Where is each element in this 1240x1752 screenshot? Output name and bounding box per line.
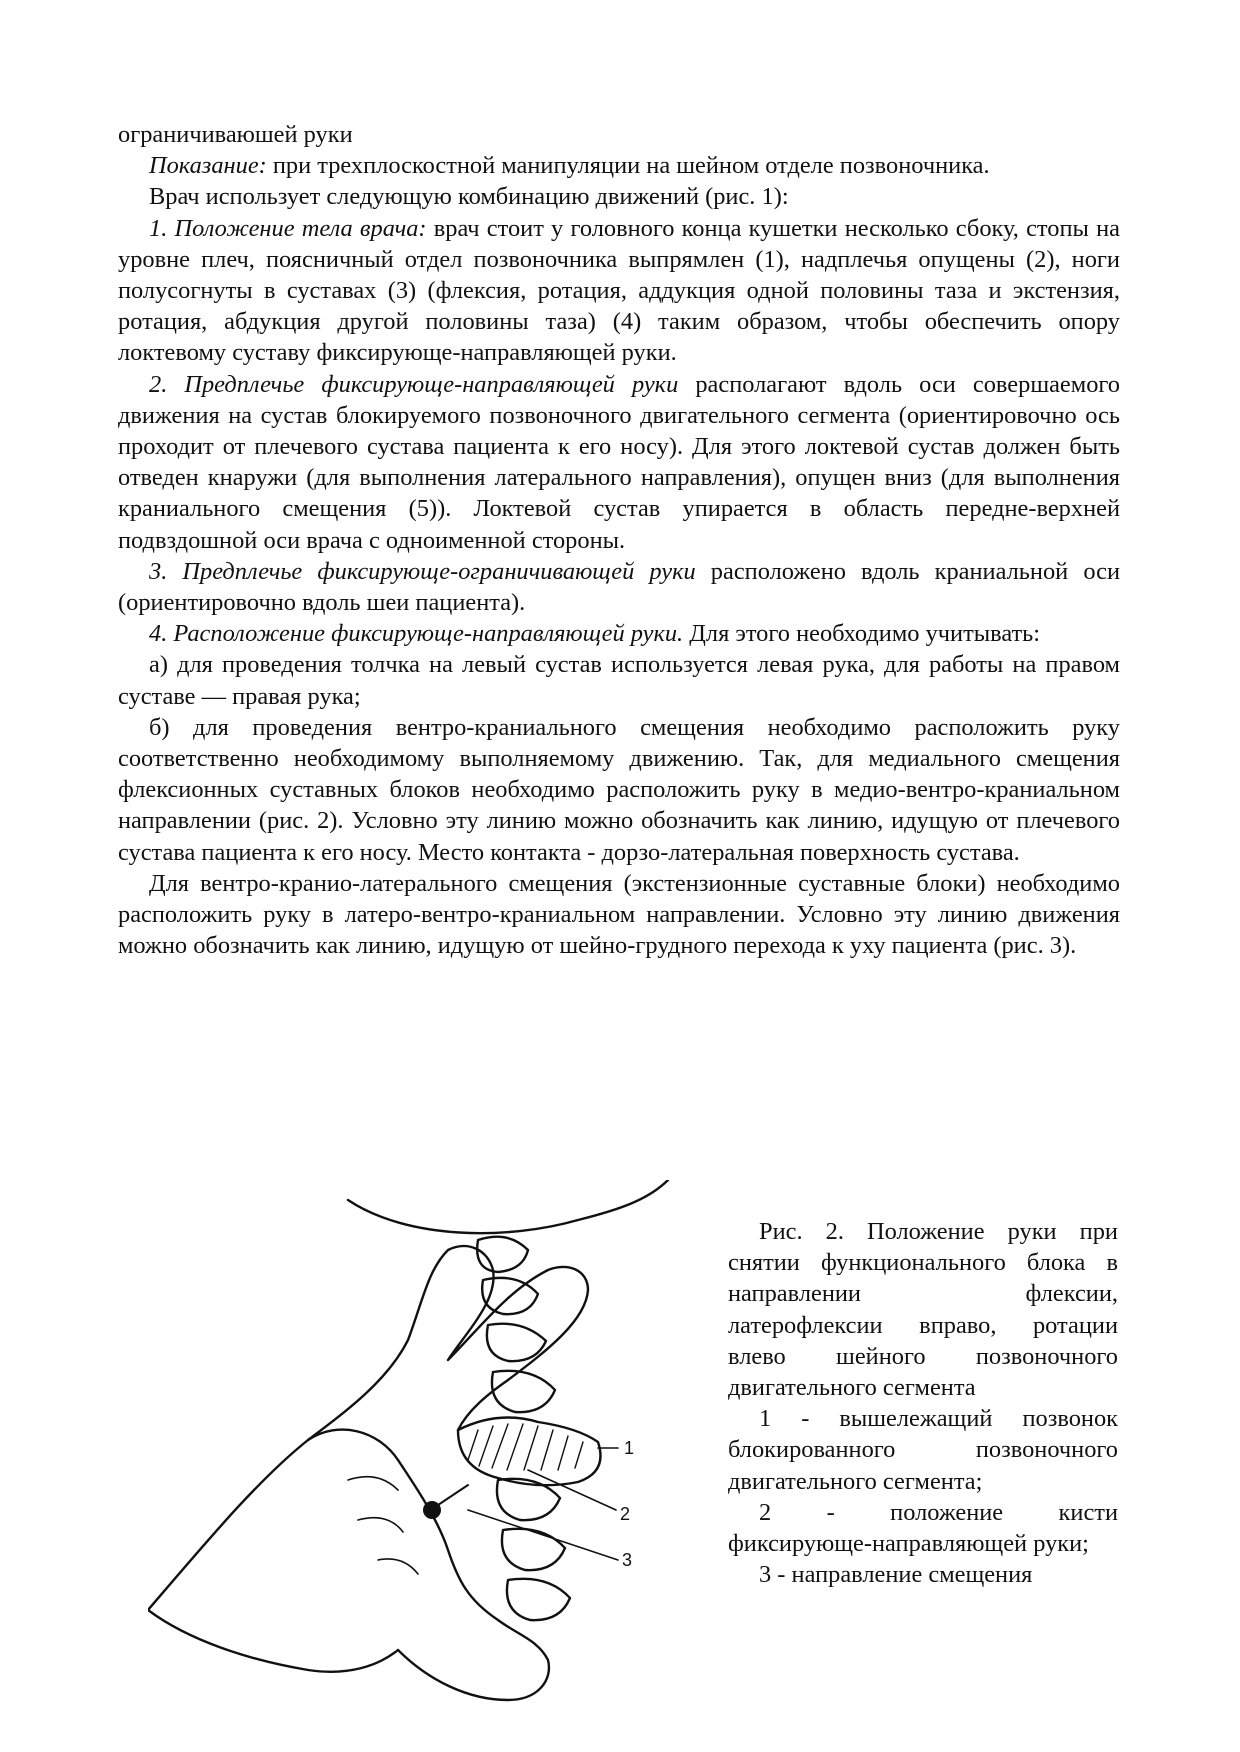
- indication-label: Показание:: [149, 152, 267, 180]
- paragraph-extension: Для вентро-кранио-латерального смещения (экстензионные суставные блоки) необходимо расположить руку в латеро-вентро-краниальном направлении. Условно эту линию движения можно обозначить как линию, идущую от шейно-грудного перехода к уху пациента (рис. 3).: [118, 869, 1120, 960]
- paragraph-item-a: а) для проведения толчка на левый сустав используется левая рука, для работы на правом суставе — правая рука;: [118, 651, 1120, 710]
- contact-point: [423, 1501, 441, 1519]
- leader-line-2: [528, 1470, 616, 1510]
- vertebra-outline: [507, 1579, 570, 1620]
- paragraph-hand-position: 4. Расположение фиксирующе-направляющей руки. Для этого необходимо учитывать:: [149, 620, 1041, 648]
- label-3: 3: [622, 1550, 633, 1570]
- vertebra-outline: [492, 1371, 555, 1412]
- figure-caption: [728, 1216, 1118, 1590]
- label-1: 1: [624, 1438, 635, 1458]
- caption-item-1: 1 - вышележащий позвонок блокированного позвоночного двигательного сегмента;: [728, 1405, 1118, 1495]
- hand-on-spine-illustration: [148, 1180, 708, 1720]
- forearm-guiding-label: 2. Предплечье фиксирующе-направляющей руки: [149, 370, 679, 398]
- body-text: [118, 119, 1120, 961]
- paragraph-forearm-guiding: 2. Предплечье фиксирующе-направляющей руки располагают вдоль оси совершаемого движения на сустав блокируемого позвоночного двигательного сегмента (ориентировочно ось проходит от плечевого сустава пациента к его носу). Для этого локтевой сустав должен быть отведен кнаружи (для выполнения латерального направления), опущен вниз (для выполнения краниального смещения (5)). Локтевой сустав упирается в область передне-верхней подвздошной оси врача с одноименной стороны.: [118, 370, 1120, 554]
- vertebra-outline: [487, 1324, 546, 1361]
- palm-outline: [148, 1610, 398, 1672]
- paragraph-indication: Показание: при трехплоскостной манипуляции на шейном отделе позвоночника.: [149, 152, 990, 180]
- hand-position-label: 4. Расположение фиксирующе-направляющей руки.: [149, 620, 684, 648]
- illustration-svg: [148, 1180, 708, 1720]
- doctor-position-label: 1. Положение тела врача:: [149, 214, 427, 242]
- caption-title: Рис. 2. Положение руки при снятии функционального блока в направлении флексии, латерофлексии вправо, ротации влево шейного позвоночного двигательного сегмента: [728, 1218, 1118, 1402]
- vertebra-outline: [502, 1529, 565, 1570]
- paragraph-forearm-limiting: 3. Предплечье фиксирующе-ограничивающей руки расположено вдоль краниальной оси (ориентировочно вдоль шеи пациента).: [118, 557, 1121, 617]
- caption-item-3: 3 - направление смещения: [759, 1561, 1033, 1589]
- forearm-limiting-label: 3. Предплечье фиксирующе-ограничивающей руки: [149, 557, 696, 585]
- paragraph-item-b: б) для проведения вентро-краниального смещения необходимо расположить руку соответственно необходимому выполняемому движению. Так, для медиального смещения флексионных суставных блоков необходимо расположить руку в медио-вентро-краниальном направлении (рис. 2). Условно эту линию можно обозначить как линию, идущую от плечевого сустава пациента к его носу. Место контакта - дорзо-латеральная поверхность сустава.: [118, 713, 1120, 866]
- paragraph-continuation: ограничиваюшей руки: [118, 121, 353, 148]
- patient-head-outline: [348, 1180, 668, 1233]
- paragraph-movements-intro: Врач использует следующую комбинацию движений (рис. 1):: [149, 183, 789, 211]
- direction-arrow: [438, 1485, 468, 1505]
- caption-item-2: 2 - положение кисти фиксирующе-направляющей руки;: [728, 1498, 1118, 1558]
- paragraph-doctor-position: 1. Положение тела врача: врач стоит у головного конца кушетки несколько сбоку, стопы на уровне плеч, поясничный отдел позвоночника выпрямлен (1), надплечья опущены (2), ноги полусогнуты в суставах (3) (флексия, ротация, аддукция одной половины таза и экстензия, ротация, абдукция другой половины таза) (4) таким образом, чтобы обеспечить опору локтевому суставу фиксирующе-направляющей руки.: [118, 214, 1120, 367]
- label-2: 2: [620, 1504, 631, 1524]
